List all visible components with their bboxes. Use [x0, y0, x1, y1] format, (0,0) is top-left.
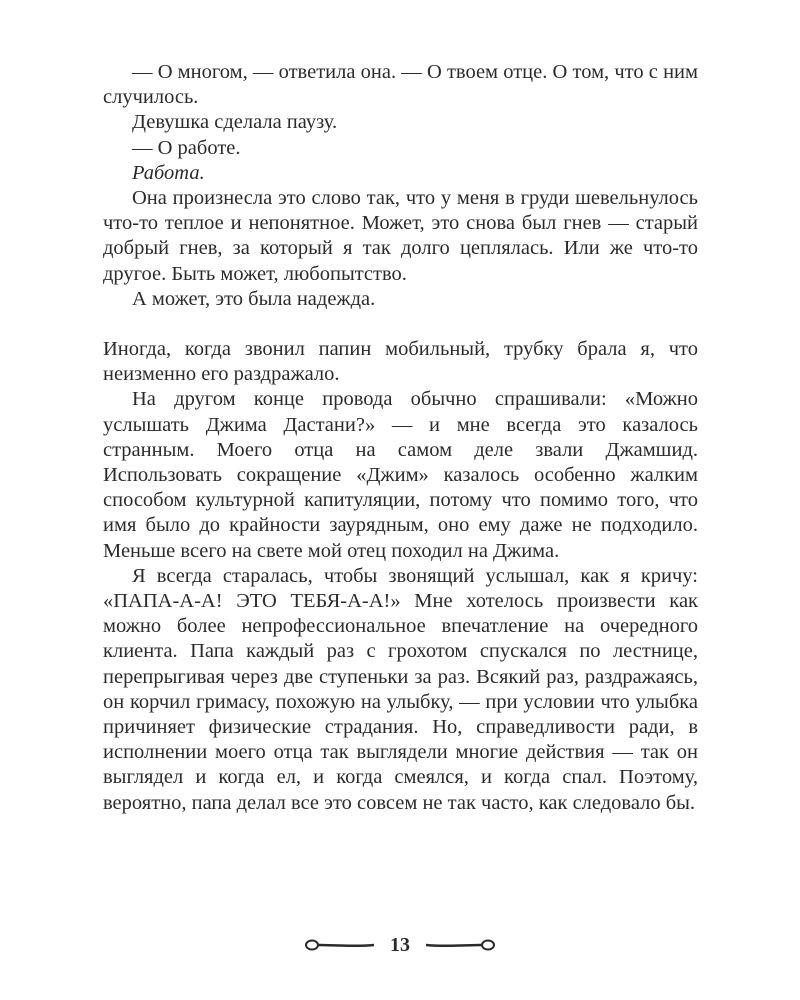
paragraph: Она произнесла это слово так, что у меня в груди шевельнулось что-то теплое и непонятное. Может, это снова был гнев — старый добрый гнев, за который я так долго цеплялась. Или же что-то другое. Быть может, любопытство.	[103, 187, 698, 285]
page-footer	[0, 930, 800, 960]
italic-word: Работа.	[132, 161, 205, 184]
right-ornament-icon	[426, 937, 496, 953]
paragraph: Иногда, когда звонил папин мобильный, трубку брала я, что неизменно его раздражало.	[103, 338, 698, 386]
paragraph: Я всегда старалась, чтобы звонящий услышал, как я кричу: «ПАПА-А-А! ЭТО ТЕБЯ-А-А!» Мне хотелось произвести как можно более непрофессиональное впечатление на очередного клиента. Папа каждый раз с грохотом спускался по лестнице, перепрыгивая через две ступеньки за раз. Всякий раз, раздражаясь, он корчил гримасу, похожую на улыбку, — при условии что улыбка причиняет физические страдания. Но, справедливости ради, в исполнении моего отца так выглядели многие действия — так он выглядел и когда ел, и когда смеялся, и когда спал. Поэтому, вероятно, папа делал все это совсем не так часто, как следовало бы.	[103, 564, 698, 814]
paragraph: Девушка сделала паузу.	[132, 111, 338, 134]
paragraph: — О работе.	[132, 136, 241, 159]
paragraph-italic	[103, 161, 698, 186]
paragraph: На другом конце провода обычно спрашивали: «Можно услышать Джима Дастани?» — и мне всегда это казалось странным. Моего отца на самом деле звали Джамшид. Использовать сокращение «Джим» казалось особенно жалким способом культурной капитуляции, потому что помимо того, что имя было до крайности заурядным, оно ему даже не подходило. Меньше всего на свете мой отец походил на Джима.	[103, 388, 698, 562]
section-break	[103, 312, 698, 337]
page-body	[103, 60, 698, 816]
page-number: 13	[390, 933, 410, 956]
paragraph: — О многом, — ответила она. — О твоем отце. О том, что с ним случилось.	[103, 61, 698, 109]
paragraph: А может, это была надежда.	[132, 287, 376, 310]
left-ornament-icon	[304, 937, 374, 953]
